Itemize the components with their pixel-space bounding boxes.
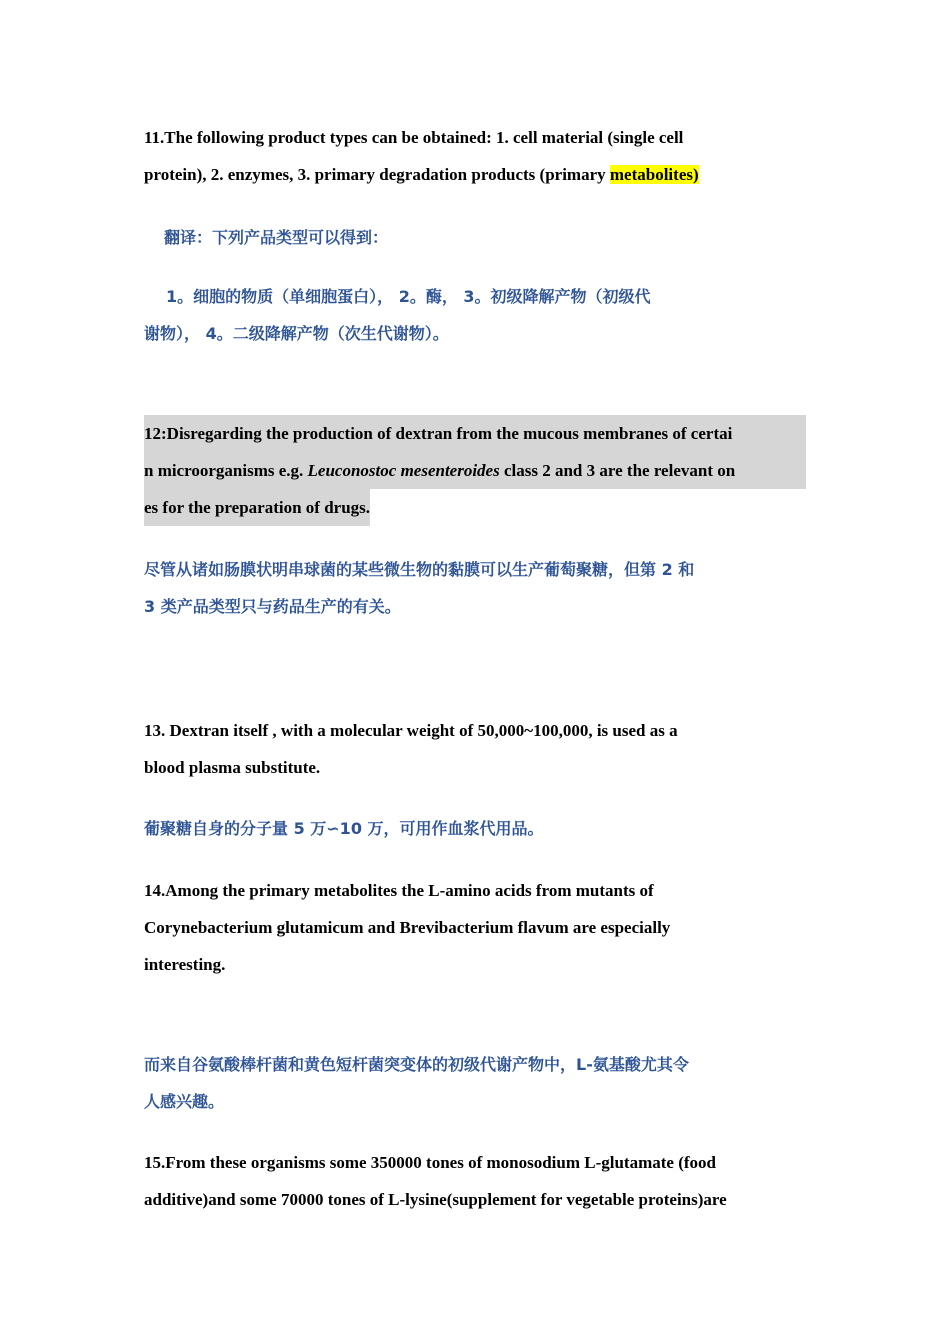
paragraph-11-line-2	[144, 156, 806, 193]
paragraph-15	[144, 1144, 806, 1218]
paragraph-11-translation-line-1: 翻译：下列产品类型可以得到：	[164, 228, 389, 247]
paragraph-12	[144, 415, 806, 531]
paragraph-14-line-2: Corynebacterium glutamicum and Brevibacterium flavum are especially	[144, 918, 671, 937]
paragraph-14-line-1: 14.Among the primary metabolites the L-amino acids from mutants of	[144, 881, 654, 900]
paragraph-13	[144, 712, 806, 786]
paragraph-13-translation-line-1: 葡聚糖自身的分子量 5 万∽10 万，可用作血浆代用品。	[144, 819, 544, 838]
paragraph-14-translation	[144, 1046, 806, 1120]
paragraph-12-translation	[144, 551, 806, 625]
paragraph-15-line-2: additive)and some 70000 tones of L-lysine(supplement for vegetable proteins)are	[144, 1190, 727, 1209]
paragraph-14	[144, 872, 806, 983]
paragraph-11-translation-line-3: 谢物）， 4。二级降解产物（次生代谢物）。	[144, 324, 449, 343]
paragraph-13-line-1: 13. Dextran itself , with a molecular weight of 50,000~100,000, is used as a	[144, 721, 678, 740]
paragraph-12-line-2	[144, 452, 806, 489]
paragraph-14-translation-line-1: 而来自谷氨酸棒杆菌和黄色短杆菌突变体的初级代谢产物中，L-氨基酸尤其令	[144, 1055, 689, 1074]
paragraph-11-translation-list	[144, 278, 806, 352]
paragraph-12-line-3: es for the preparation of drugs.	[144, 489, 370, 526]
paragraph-12-translation-line-1: 尽管从诸如肠膜状明串球菌的某些微生物的黏膜可以生产葡萄聚糖，但第 2 和	[144, 560, 695, 579]
paragraph-14-translation-line-2: 人感兴趣。	[144, 1092, 225, 1111]
paragraph-13-line-2: blood plasma substitute.	[144, 758, 321, 777]
paragraph-12-line-2-text-a: n microorganisms e.g.	[144, 461, 308, 480]
paragraph-11-line-1: 11.The following product types can be obtained: 1. cell material (single cell	[144, 128, 684, 147]
paragraph-12-line-2-text-b: class 2 and 3 are the relevant on	[499, 461, 736, 480]
paragraph-12-line-1: 12:Disregarding the production of dextran from the mucous membranes of certai	[144, 415, 806, 452]
paragraph-13-translation	[144, 810, 806, 847]
paragraph-15-line-1: 15.From these organisms some 350000 tones of monosodium L-glutamate (food	[144, 1153, 716, 1172]
paragraph-11-line-2-text: protein), 2. enzymes, 3. primary degradation products (primary	[144, 165, 610, 184]
paragraph-11-translation-line-2: 1。细胞的物质（单细胞蛋白）， 2。酶， 3。初级降解产物（初级代	[166, 287, 651, 306]
paragraph-14-line-3: interesting.	[144, 955, 226, 974]
highlighted-term: metabolites)	[609, 165, 699, 184]
species-name: Leuconostoc mesenteroides	[307, 461, 500, 480]
paragraph-11-translation	[144, 219, 806, 256]
paragraph-12-translation-line-2: 3 类产品类型只与药品生产的有关。	[144, 597, 401, 616]
paragraph-11	[144, 119, 806, 193]
